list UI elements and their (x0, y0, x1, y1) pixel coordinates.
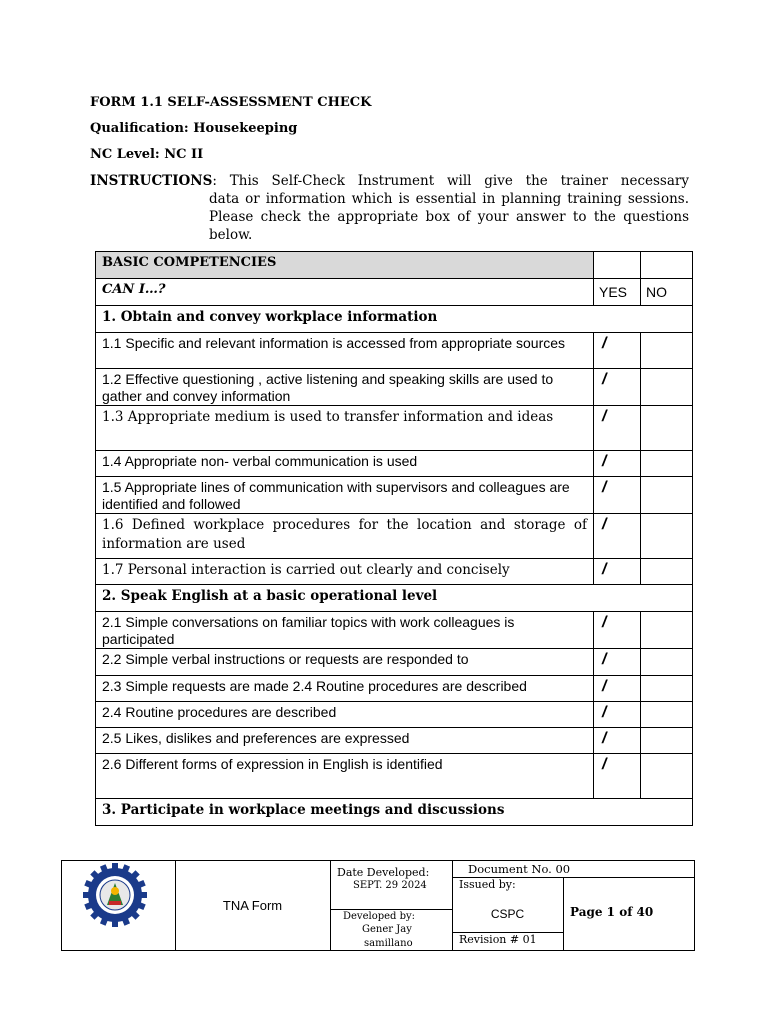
yes-column-header: YES (594, 279, 641, 306)
item-1-5-no-checkbox[interactable] (641, 477, 693, 514)
instructions (90, 172, 689, 244)
item-2-1-yes-checkbox[interactable]: / (594, 612, 641, 649)
item-1-4-no-checkbox[interactable] (641, 451, 693, 477)
tna-form-label: TNA Form (222, 898, 283, 913)
date-developed-label: Date Developed: (337, 866, 430, 879)
item-2-6: 2.6 Different forms of expression in English is identified (96, 754, 594, 799)
item-2-3-no-checkbox[interactable] (641, 676, 693, 702)
item-1-3-yes-checkbox[interactable]: / (594, 406, 641, 451)
item-1-4: 1.4 Appropriate non- verbal communication is used (96, 451, 594, 477)
developed-by-name-line2: samillano (364, 938, 413, 949)
gear-seal-logo-icon (83, 863, 147, 927)
document-footer (61, 860, 695, 951)
basic-competencies-header: BASIC COMPETENCIES (96, 252, 594, 279)
item-2-2-yes-checkbox[interactable]: / (594, 649, 641, 676)
item-1-5: 1.5 Appropriate lines of communication with supervisors and colleagues are identified and followed (96, 477, 594, 514)
item-2-6-yes-checkbox[interactable]: / (594, 754, 641, 799)
document-number: Document No. 00 (468, 862, 571, 876)
item-2-4-yes-checkbox[interactable]: / (594, 702, 641, 728)
item-2-6-no-checkbox[interactable] (641, 754, 693, 799)
developed-by-name-line1: Gener Jay (362, 924, 412, 935)
item-2-4: 2.4 Routine procedures are described (96, 702, 594, 728)
competency-table (95, 251, 693, 826)
item-1-2-yes-checkbox[interactable]: / (594, 369, 641, 406)
item-2-1-no-checkbox[interactable] (641, 612, 693, 649)
section-3-heading: 3. Participate in workplace meetings and discussions (96, 799, 693, 826)
issuer: CSPC (490, 907, 525, 921)
instructions-label: INSTRUCTIONS (90, 173, 213, 189)
page-number: Page 1 of 40 (570, 905, 654, 919)
item-2-4-no-checkbox[interactable] (641, 702, 693, 728)
item-1-6-no-checkbox[interactable] (641, 514, 693, 559)
item-2-2-no-checkbox[interactable] (641, 649, 693, 676)
item-1-7: 1.7 Personal interaction is carried out clearly and concisely (96, 559, 594, 585)
can-i-label: CAN I…? (96, 279, 594, 306)
item-1-3-no-checkbox[interactable] (641, 406, 693, 451)
item-2-2: 2.2 Simple verbal instructions or requests are responded to (96, 649, 594, 676)
form-title: FORM 1.1 SELF-ASSESSMENT CHECK (90, 95, 372, 110)
item-1-1-no-checkbox[interactable] (641, 333, 693, 369)
item-1-2: 1.2 Effective questioning , active listening and speaking skills are used to gather and convey information (96, 369, 594, 406)
item-1-1-yes-checkbox[interactable]: / (594, 333, 641, 369)
qualification: Qualification: Housekeeping (90, 121, 298, 136)
issued-by-label: Issued by: (459, 878, 516, 891)
instructions-first-line: : This Self-Check Instrument will give the trainer necessary (212, 173, 689, 189)
header-yes-blank (594, 252, 641, 279)
item-2-1: 2.1 Simple conversations on familiar topics with work colleagues is participated (96, 612, 594, 649)
item-1-7-yes-checkbox[interactable]: / (594, 559, 641, 585)
nc-level: NC Level: NC II (90, 147, 204, 162)
instructions-body: data or information which is essential in planning training sessions. Please check the appropriate box of your answer to the questions below. (209, 191, 689, 243)
developed-by-label: Developed by: (343, 911, 416, 922)
item-1-6-yes-checkbox[interactable]: / (594, 514, 641, 559)
item-1-7-no-checkbox[interactable] (641, 559, 693, 585)
header-no-blank (641, 252, 693, 279)
item-2-3: 2.3 Simple requests are made 2.4 Routine procedures are described (96, 676, 594, 702)
item-1-3: 1.3 Appropriate medium is used to transfer information and ideas (96, 406, 594, 451)
item-1-2-no-checkbox[interactable] (641, 369, 693, 406)
date-developed-value: SEPT. 29 2024 (353, 880, 427, 891)
no-column-header: NO (641, 279, 693, 306)
section-2-heading: 2. Speak English at a basic operational level (96, 585, 693, 612)
item-2-5-no-checkbox[interactable] (641, 728, 693, 754)
revision-number: Revision # 01 (459, 933, 537, 946)
section-1-heading: 1. Obtain and convey workplace information (96, 306, 693, 333)
item-2-3-yes-checkbox[interactable]: / (594, 676, 641, 702)
item-1-5-yes-checkbox[interactable]: / (594, 477, 641, 514)
item-1-6: 1.6 Defined workplace procedures for the location and storage of information are used (96, 514, 594, 559)
item-2-5: 2.5 Likes, dislikes and preferences are expressed (96, 728, 594, 754)
item-2-5-yes-checkbox[interactable]: / (594, 728, 641, 754)
item-1-1: 1.1 Specific and relevant information is accessed from appropriate sources (96, 333, 594, 369)
item-1-4-yes-checkbox[interactable]: / (594, 451, 641, 477)
